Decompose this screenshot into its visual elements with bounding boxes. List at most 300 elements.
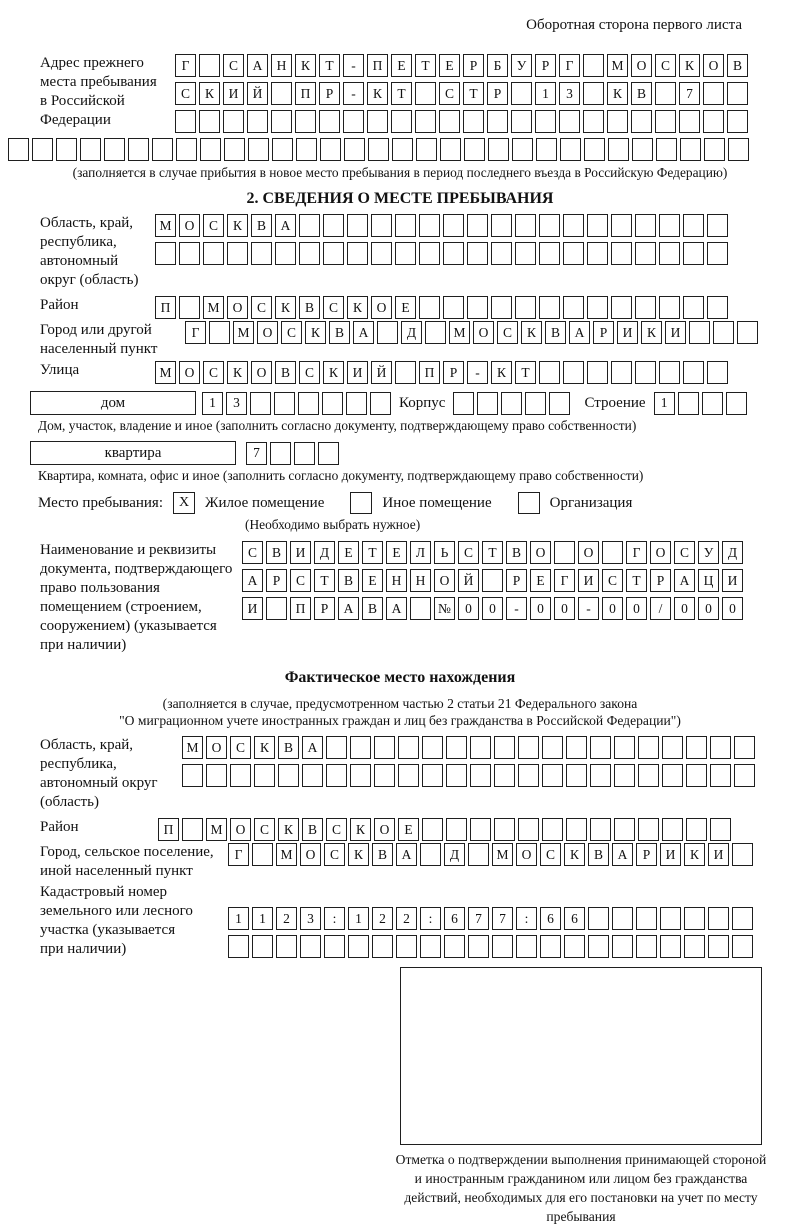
char-cell[interactable] [638,764,659,787]
char-cell[interactable]: В [362,597,383,620]
char-cell[interactable] [636,935,657,958]
char-cell[interactable]: С [299,361,320,384]
char-cell[interactable]: Т [415,54,436,77]
char-cell[interactable]: Р [314,597,335,620]
char-cell[interactable] [608,138,629,161]
char-cell[interactable] [518,818,539,841]
char-cell[interactable]: Р [593,321,614,344]
char-cell[interactable]: О [251,361,272,384]
char-cell[interactable]: К [564,843,585,866]
char-cell[interactable]: 1 [202,392,223,415]
char-cell[interactable]: 3 [300,907,321,930]
char-cell[interactable]: К [323,361,344,384]
char-cell[interactable]: О [650,541,671,564]
char-cell[interactable] [542,736,563,759]
char-cell[interactable] [686,818,707,841]
char-cell[interactable]: - [343,54,364,77]
char-cell[interactable] [516,935,537,958]
char-cell[interactable] [656,138,677,161]
char-cell[interactable] [635,296,656,319]
char-cell[interactable] [708,907,729,930]
char-cell[interactable]: С [655,54,676,77]
region-row-1[interactable] [155,214,728,237]
char-cell[interactable]: В [588,843,609,866]
char-cell[interactable] [635,242,656,265]
char-cell[interactable] [515,296,536,319]
char-cell[interactable] [659,296,680,319]
char-cell[interactable]: Р [535,54,556,77]
char-cell[interactable] [686,764,707,787]
char-cell[interactable] [704,138,725,161]
char-cell[interactable] [318,442,339,465]
char-cell[interactable]: 0 [722,597,743,620]
checkbox-residential[interactable]: X [173,492,195,514]
char-cell[interactable] [200,138,221,161]
prev-address-row-3[interactable] [175,110,748,133]
char-cell[interactable] [252,843,273,866]
char-cell[interactable] [453,392,474,415]
char-cell[interactable] [271,110,292,133]
region-row-2[interactable] [155,242,728,265]
char-cell[interactable] [583,110,604,133]
char-cell[interactable]: К [305,321,326,344]
char-cell[interactable]: О [230,818,251,841]
char-cell[interactable] [416,138,437,161]
char-cell[interactable] [175,110,196,133]
char-cell[interactable] [443,242,464,265]
char-cell[interactable]: 0 [602,597,623,620]
char-cell[interactable] [224,138,245,161]
char-cell[interactable]: И [708,843,729,866]
char-cell[interactable] [612,907,633,930]
char-cell[interactable]: М [155,214,176,237]
char-cell[interactable] [274,392,295,415]
char-cell[interactable]: К [521,321,542,344]
char-cell[interactable]: Ц [698,569,719,592]
char-cell[interactable] [539,361,560,384]
char-cell[interactable] [391,110,412,133]
char-cell[interactable]: М [155,361,176,384]
char-cell[interactable] [689,321,710,344]
char-cell[interactable]: Д [314,541,335,564]
char-cell[interactable]: О [227,296,248,319]
char-cell[interactable]: М [233,321,254,344]
char-cell[interactable]: Т [362,541,383,564]
char-cell[interactable] [713,321,734,344]
char-cell[interactable]: С [254,818,275,841]
char-cell[interactable] [563,296,584,319]
char-cell[interactable] [563,214,584,237]
char-cell[interactable] [395,214,416,237]
char-cell[interactable] [467,296,488,319]
char-cell[interactable]: 6 [444,907,465,930]
char-cell[interactable]: 1 [654,392,675,415]
char-cell[interactable] [298,392,319,415]
char-cell[interactable] [446,736,467,759]
char-cell[interactable] [227,242,248,265]
char-cell[interactable] [446,764,467,787]
char-cell[interactable] [276,935,297,958]
char-cell[interactable]: 0 [698,597,719,620]
char-cell[interactable] [525,392,546,415]
char-cell[interactable] [477,392,498,415]
char-cell[interactable] [326,736,347,759]
char-cell[interactable]: Й [371,361,392,384]
char-cell[interactable]: К [350,818,371,841]
char-cell[interactable] [632,138,653,161]
korpus-cells[interactable] [453,392,570,415]
char-cell[interactable]: К [227,361,248,384]
char-cell[interactable]: О [371,296,392,319]
char-cell[interactable]: К [641,321,662,344]
char-cell[interactable] [470,818,491,841]
char-cell[interactable] [684,907,705,930]
char-cell[interactable]: М [276,843,297,866]
char-cell[interactable] [727,110,748,133]
char-cell[interactable]: 6 [540,907,561,930]
char-cell[interactable] [344,138,365,161]
char-cell[interactable] [659,361,680,384]
char-cell[interactable] [518,736,539,759]
char-cell[interactable]: Е [391,54,412,77]
char-cell[interactable] [539,296,560,319]
char-cell[interactable] [322,392,343,415]
char-cell[interactable]: : [516,907,537,930]
char-cell[interactable] [703,82,724,105]
char-cell[interactable] [583,54,604,77]
char-cell[interactable]: С [242,541,263,564]
char-cell[interactable] [467,242,488,265]
city-row[interactable] [185,321,758,344]
char-cell[interactable]: Е [386,541,407,564]
char-cell[interactable]: Г [185,321,206,344]
char-cell[interactable]: К [679,54,700,77]
char-cell[interactable] [662,736,683,759]
char-cell[interactable] [612,935,633,958]
char-cell[interactable] [128,138,149,161]
char-cell[interactable]: С [203,361,224,384]
char-cell[interactable] [662,818,683,841]
char-cell[interactable]: : [420,907,441,930]
char-cell[interactable]: Н [386,569,407,592]
char-cell[interactable]: : [324,907,345,930]
prev-address-row-4[interactable] [0,138,800,161]
char-cell[interactable] [348,935,369,958]
char-cell[interactable] [732,935,753,958]
char-cell[interactable] [230,764,251,787]
char-cell[interactable]: Л [410,541,431,564]
char-cell[interactable] [707,361,728,384]
char-cell[interactable] [566,764,587,787]
char-cell[interactable] [491,242,512,265]
char-cell[interactable]: О [516,843,537,866]
char-cell[interactable] [638,736,659,759]
char-cell[interactable]: А [353,321,374,344]
char-cell[interactable]: В [278,736,299,759]
char-cell[interactable]: К [607,82,628,105]
char-cell[interactable]: О [530,541,551,564]
char-cell[interactable]: В [302,818,323,841]
char-cell[interactable]: С [323,296,344,319]
char-cell[interactable] [467,214,488,237]
char-cell[interactable] [440,138,461,161]
char-cell[interactable] [350,736,371,759]
char-cell[interactable]: С [251,296,272,319]
char-cell[interactable] [683,242,704,265]
char-cell[interactable] [468,843,489,866]
char-cell[interactable]: Е [439,54,460,77]
char-cell[interactable]: - [578,597,599,620]
char-cell[interactable]: Г [175,54,196,77]
char-cell[interactable] [611,242,632,265]
char-cell[interactable] [702,392,723,415]
apartment-cells[interactable] [246,442,339,465]
char-cell[interactable] [182,818,203,841]
char-cell[interactable]: К [367,82,388,105]
char-cell[interactable]: А [275,214,296,237]
char-cell[interactable]: Ь [434,541,455,564]
char-cell[interactable] [420,935,441,958]
char-cell[interactable] [209,321,230,344]
char-cell[interactable] [370,392,391,415]
char-cell[interactable]: В [631,82,652,105]
document-row-1[interactable] [242,541,743,564]
char-cell[interactable]: Р [319,82,340,105]
char-cell[interactable]: 6 [564,907,585,930]
char-cell[interactable] [710,818,731,841]
char-cell[interactable] [686,736,707,759]
char-cell[interactable] [584,138,605,161]
char-cell[interactable] [278,764,299,787]
char-cell[interactable] [587,214,608,237]
char-cell[interactable]: О [473,321,494,344]
char-cell[interactable]: К [254,736,275,759]
char-cell[interactable] [734,764,755,787]
char-cell[interactable] [732,843,753,866]
char-cell[interactable]: В [506,541,527,564]
char-cell[interactable] [468,935,489,958]
char-cell[interactable] [683,214,704,237]
char-cell[interactable] [470,736,491,759]
char-cell[interactable] [319,110,340,133]
char-cell[interactable]: Т [515,361,536,384]
char-cell[interactable]: - [467,361,488,384]
char-cell[interactable]: К [227,214,248,237]
char-cell[interactable] [636,907,657,930]
char-cell[interactable]: С [281,321,302,344]
char-cell[interactable] [560,138,581,161]
char-cell[interactable] [299,214,320,237]
stroenie-cells[interactable] [654,392,747,415]
char-cell[interactable]: В [299,296,320,319]
char-cell[interactable] [463,110,484,133]
char-cell[interactable]: И [578,569,599,592]
char-cell[interactable]: Н [410,569,431,592]
char-cell[interactable]: Б [487,54,508,77]
char-cell[interactable] [323,242,344,265]
char-cell[interactable] [443,296,464,319]
char-cell[interactable] [368,138,389,161]
char-cell[interactable] [155,242,176,265]
char-cell[interactable] [206,764,227,787]
char-cell[interactable]: М [449,321,470,344]
char-cell[interactable] [491,214,512,237]
char-cell[interactable]: Е [395,296,416,319]
char-cell[interactable]: О [300,843,321,866]
char-cell[interactable]: 1 [348,907,369,930]
char-cell[interactable]: М [206,818,227,841]
char-cell[interactable]: С [290,569,311,592]
char-cell[interactable] [422,736,443,759]
char-cell[interactable]: 0 [482,597,503,620]
char-cell[interactable]: П [158,818,179,841]
house-number-cells[interactable] [202,392,391,415]
char-cell[interactable] [535,110,556,133]
char-cell[interactable]: И [223,82,244,105]
char-cell[interactable] [563,242,584,265]
char-cell[interactable] [635,361,656,384]
char-cell[interactable] [372,935,393,958]
char-cell[interactable] [266,597,287,620]
char-cell[interactable] [439,110,460,133]
char-cell[interactable]: № [434,597,455,620]
char-cell[interactable]: Д [401,321,422,344]
char-cell[interactable] [300,935,321,958]
char-cell[interactable] [710,764,731,787]
char-cell[interactable]: Т [482,541,503,564]
char-cell[interactable] [611,214,632,237]
char-cell[interactable] [415,110,436,133]
char-cell[interactable]: Д [444,843,465,866]
char-cell[interactable] [611,361,632,384]
char-cell[interactable] [511,82,532,105]
char-cell[interactable]: В [545,321,566,344]
char-cell[interactable]: 0 [626,597,647,620]
char-cell[interactable]: Г [228,843,249,866]
char-cell[interactable]: / [650,597,671,620]
street-row[interactable] [155,361,728,384]
char-cell[interactable] [251,242,272,265]
char-cell[interactable] [549,392,570,415]
char-cell[interactable] [588,907,609,930]
char-cell[interactable]: В [266,541,287,564]
char-cell[interactable]: К [684,843,705,866]
char-cell[interactable] [542,818,563,841]
char-cell[interactable] [395,242,416,265]
char-cell[interactable] [614,736,635,759]
char-cell[interactable] [377,321,398,344]
char-cell[interactable] [494,764,515,787]
char-cell[interactable] [295,110,316,133]
char-cell[interactable] [726,392,747,415]
char-cell[interactable] [32,138,53,161]
char-cell[interactable] [587,242,608,265]
char-cell[interactable] [683,361,704,384]
char-cell[interactable]: О [179,214,200,237]
char-cell[interactable] [152,138,173,161]
char-cell[interactable]: В [727,54,748,77]
char-cell[interactable] [707,214,728,237]
char-cell[interactable] [422,764,443,787]
char-cell[interactable] [707,296,728,319]
char-cell[interactable] [252,935,273,958]
char-cell[interactable] [179,242,200,265]
char-cell[interactable] [710,736,731,759]
char-cell[interactable]: О [631,54,652,77]
district-row[interactable] [155,296,728,319]
char-cell[interactable] [588,935,609,958]
actual-city-row[interactable] [228,843,753,866]
char-cell[interactable]: О [374,818,395,841]
char-cell[interactable]: О [434,569,455,592]
char-cell[interactable] [419,296,440,319]
char-cell[interactable]: А [247,54,268,77]
char-cell[interactable]: В [275,361,296,384]
char-cell[interactable]: Т [319,54,340,77]
char-cell[interactable] [367,110,388,133]
char-cell[interactable] [294,442,315,465]
char-cell[interactable] [371,214,392,237]
char-cell[interactable]: Т [626,569,647,592]
checkbox-other-premises[interactable] [350,492,372,514]
char-cell[interactable] [564,935,585,958]
char-cell[interactable] [323,214,344,237]
char-cell[interactable]: Й [458,569,479,592]
char-cell[interactable] [410,597,431,620]
char-cell[interactable]: Р [266,569,287,592]
char-cell[interactable]: 0 [530,597,551,620]
char-cell[interactable]: О [257,321,278,344]
char-cell[interactable] [539,214,560,237]
char-cell[interactable]: К [275,296,296,319]
char-cell[interactable] [270,442,291,465]
char-cell[interactable]: 7 [468,907,489,930]
char-cell[interactable] [559,110,580,133]
char-cell[interactable]: А [242,569,263,592]
char-cell[interactable] [680,138,701,161]
char-cell[interactable]: О [206,736,227,759]
actual-district-row[interactable] [158,818,731,841]
char-cell[interactable]: 0 [674,597,695,620]
char-cell[interactable]: К [278,818,299,841]
char-cell[interactable] [727,82,748,105]
char-cell[interactable] [728,138,749,161]
char-cell[interactable]: Т [391,82,412,105]
char-cell[interactable]: 0 [554,597,575,620]
char-cell[interactable] [470,764,491,787]
char-cell[interactable]: И [665,321,686,344]
char-cell[interactable]: К [348,843,369,866]
char-cell[interactable] [602,541,623,564]
cadastral-row-1[interactable] [228,907,753,930]
char-cell[interactable]: 7 [679,82,700,105]
document-row-3[interactable] [242,597,743,620]
char-cell[interactable] [703,110,724,133]
char-cell[interactable]: - [343,82,364,105]
char-cell[interactable] [583,82,604,105]
char-cell[interactable] [247,110,268,133]
char-cell[interactable]: Т [314,569,335,592]
char-cell[interactable] [587,361,608,384]
char-cell[interactable] [343,110,364,133]
char-cell[interactable] [488,138,509,161]
char-cell[interactable]: Г [559,54,580,77]
char-cell[interactable]: М [607,54,628,77]
char-cell[interactable] [494,818,515,841]
char-cell[interactable] [199,110,220,133]
char-cell[interactable] [56,138,77,161]
char-cell[interactable] [679,110,700,133]
